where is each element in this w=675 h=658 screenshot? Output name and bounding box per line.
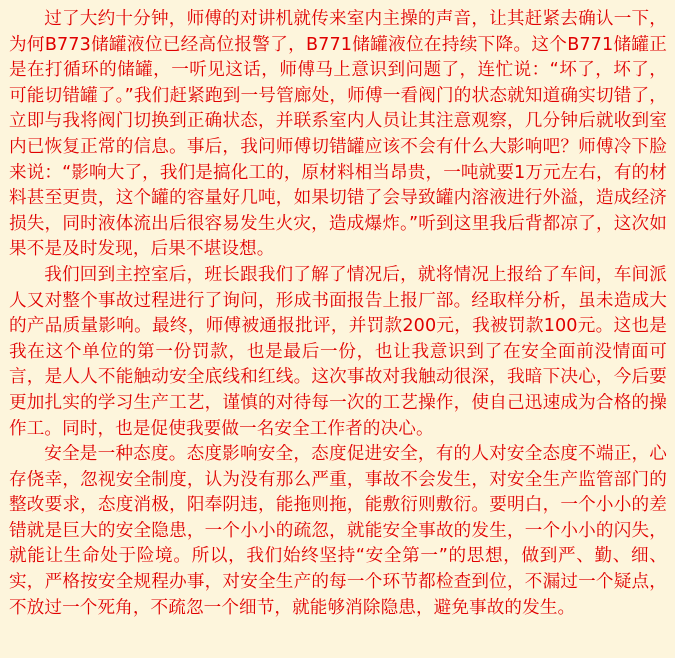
essay-paragraph: 我们回到主控室后，班长跟我们了解了情况后，就将情况上报给了车间，车间派人又对整个事故过程进行了询问，形成书面报告上报厂部。经取样分析，虽未造成大的产品质量影响。最终，师傅被通报批评，并罚款200元，我被罚款100元。这也是我在这个单位的第一份罚款，也是最后一份，也让我意识到了在安全面前没情面可言，是人人不能触动安全底线和红线。这次事故对我触动很深，我暗下决心，今后要更加扎实的学习生产工艺，谨慎的对待每一次的工艺操作，使自己迅速成为合格的操作工。同时，也是促使我要做一名安全工作者的决心。	[9, 264, 667, 439]
essay-paragraph: 安全是一种态度。态度影响安全，态度促进安全，有的人对安全态度不端正，心存侥幸，忽视安全制度，认为没有那么严重，事故不会发生，对安全生产监管部门的整改要求，态度消极，阳奉阴违，能拖则拖，能敷衍则敷衍。要明白，一个小小的差错就是巨大的安全隐患，一个小小的疏忽，就能安全事故的发生，一个小小的闪失，就能让生命处于险境。所以，我们始终坚持“安全第一”的思想，做到严、勤、细、实，严格按安全规程办事，对安全生产的每一个环节都检查到位，不漏过一个疑点，不放过一个死角，不疏忽一个细节，就能够消除隐患，避免事故的发生。	[9, 444, 667, 618]
essay-paragraph: 过了大约十分钟，师傅的对讲机就传来室内主操的声音，让其赶紧去确认一下，为何B773储罐液位已经高位报警了，B771储罐液位在持续下降。这个B771储罐正是在打循环的储罐，一听见这话，师傅马上意识到问题了，连忙说：“坏了，坏了，可能切错罐了。”我们赶紧跑到一号管廊处，师傅一看阀门的状态就知道确实切错了，立即与我将阀门切换到正确状态，并联系室内人员让其注意观察，几分钟后就收到室内已恢复正常的信息。事后，我问师傅切错罐应该不会有什么大影响吧？师傅冷下脸来说：“影响大了，我们是搞化工的，原材料相当昂贵，一吨就要1万元左右，有的材料甚至更贵，这个罐的容量好几吨，如果切错了会导致罐内溶液进行外溢，造成经济损失，同时液体流出后很容易发生火灾，造成爆炸。”听到这里我后背都凉了，这次如果不是及时发现，后果不堪设想。	[9, 9, 667, 260]
